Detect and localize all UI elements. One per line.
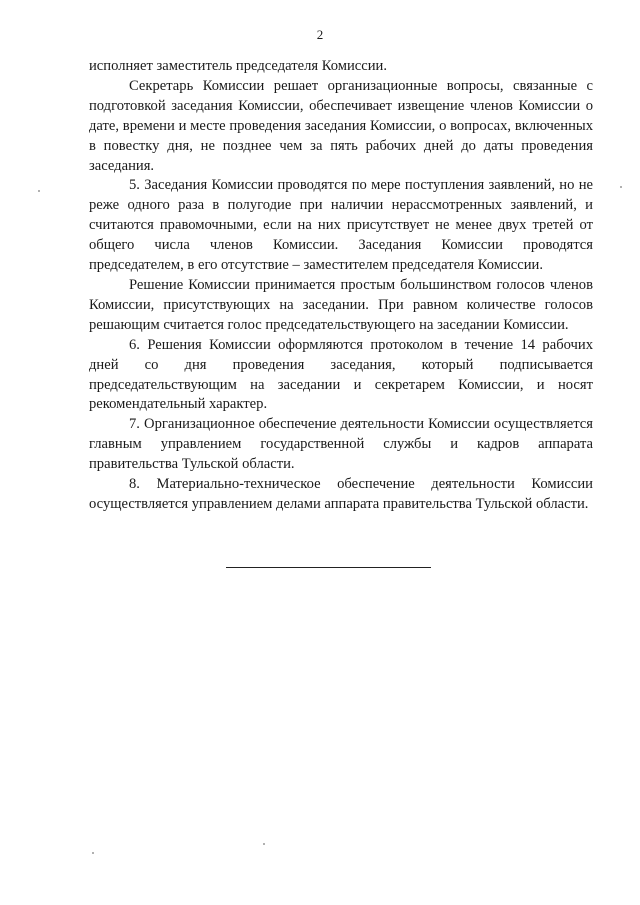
paragraph-item-5: 5. Заседания Комиссии проводятся по мере поступления заявлений, но не реже одного раза в полугодие при наличии нерассмотренных заявлений, и считаются правомочными, если на них присутствует не менее двух третей от общего числа членов Комиссии. Заседания Комиссии проводятся председателем, в его отсутствие – заместителем председателя Комиссии.: [89, 177, 593, 274]
closing-divider-line: [226, 567, 431, 568]
paragraph-secretary: Секретарь Комиссии решает организационные вопросы, связанные с подготовкой заседания Комиссии, обеспечивает извещение членов Комиссии о дате, времени и месте проведения заседания Комиссии, о вопросах, включенных в повестку дня, не позднее чем за пять рабочих дней до даты проведения заседания.: [89, 77, 593, 174]
page-number: 2: [316, 27, 324, 42]
paragraph-item-6: 6. Решения Комиссии оформляются протоколом в течение 14 рабочих дней со дня проведения заседания, который подписывается председательствующим на заседании и секретарем Комиссии, и носят рекомендательный характер.: [89, 336, 593, 413]
scan-speck: [92, 852, 94, 854]
paragraph-continuation: исполняет заместитель председателя Комиссии.: [89, 58, 388, 74]
document-body: [89, 57, 593, 515]
paragraph-item-8: 8. Материально-техническое обеспечение деятельности Комиссии осуществляется управлением делами аппарата правительства Тульской области.: [89, 476, 593, 512]
paragraph-item-7: 7. Организационное обеспечение деятельности Комиссии осуществляется главным управлением государственной службы и кадров аппарата правительства Тульской области.: [89, 416, 593, 473]
scan-speck: [620, 186, 622, 188]
paragraph-decision: Решение Комиссии принимается простым большинством голосов членов Комиссии, присутствующих на заседании. При равном количестве голосов решающим считается голос председательствующего на заседании Комиссии.: [89, 276, 593, 333]
scan-speck: [38, 190, 40, 192]
scan-speck: [263, 843, 265, 845]
